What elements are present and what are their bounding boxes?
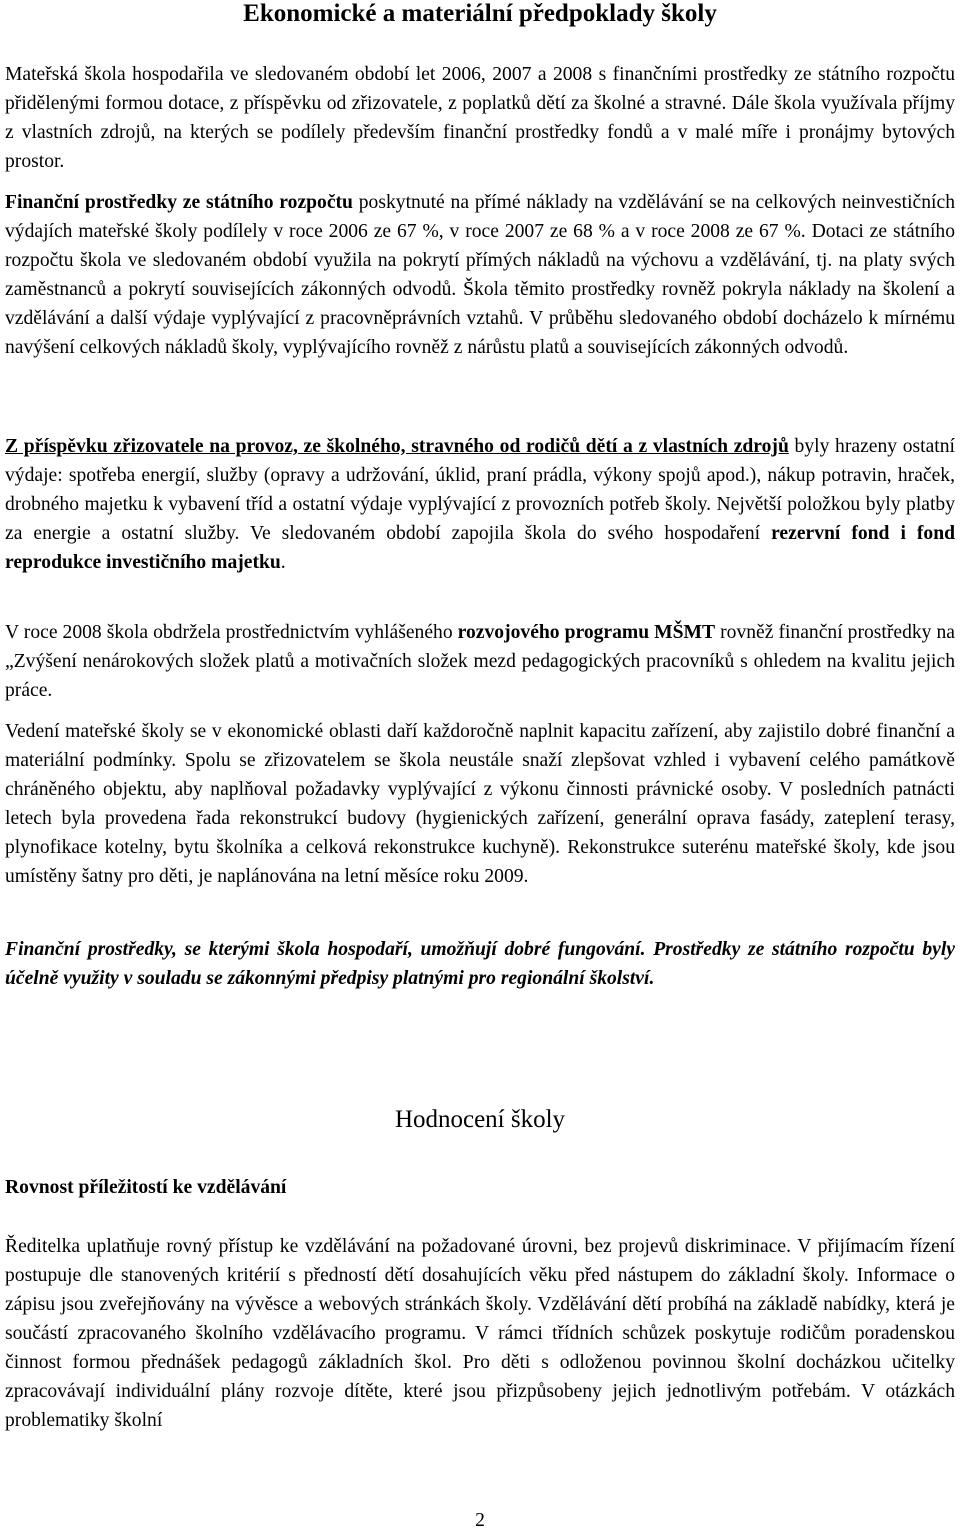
- paragraph-financing-sources: Mateřská škola hospodařila ve sledovaném období let 2006, 2007 a 2008 s finančními prostředky ze státního rozpočtu přidělenými formou dotace, z příspěvku od zřizovatele, z poplatků dětí za školné a stravné. Dále škola využívala příjmy z vlastních zdrojů, na kterých se podílely především finanční prostředky fondů a v malé míře i pronájmy bytových prostor.: [5, 64, 955, 172]
- founder-contribution-bold: Z příspěvku zřizovatele na provoz, ze školného, stravného od rodičů dětí a z vlastních zdrojů: [5, 436, 789, 457]
- paragraph-founder-contribution: [5, 432, 955, 577]
- paragraph-end-dot: .: [280, 552, 286, 573]
- founder-contribution-text: byly hrazeny ostatní výdaje: spotřeba energií, služby (opravy a udržování, úklid, praní prádla, výkony spojů apod.), nákup potravin, hraček, drobného majetku k vybavení tříd a ostatní výdaje vyplývající z provozních potřeb školy. Největší položkou byly platby za energie a ostatní služby. Ve sledovaném období zapojila škola do svého hospodaření: [5, 436, 955, 544]
- paragraph-conclusion: Finanční prostředky, se kterými škola hospodaří, umožňují dobré fungování. Prostředky ze státního rozpočtu byly účelně využity v souladu se zákonnými předpisy platnými pro regionální školství.: [5, 939, 955, 989]
- paragraph-development-program: [5, 618, 955, 705]
- paragraph-management: Vedení mateřské školy se v ekonomické oblasti daří každoročně naplnit kapacitu zařízení, aby zajistilo dobré finanční a materiální podmínky. Spolu se zřizovatelem se škola neustále snaží zlepšovat vzhled i vybavení celého památkově chráněného objektu, aby naplňoval požadavky vyplývající z výkonu činnosti právnické osoby. V posledních patnácti letech byla provedena řada rekonstrukcí budovy (hygienických zařízení, generální oprava fasády, zateplení terasy, plynofikace kotelny, bytu školníka a celková rekonstrukce kuchyně). Rekonstrukce suterénu mateřské školy, kde jsou umístěny šatny pro děti, je naplánována na letní měsíce roku 2009.: [5, 721, 955, 887]
- paragraph-state-budget: [5, 188, 955, 362]
- development-program-text-b: rovněž finanční prostředky na „Zvýšení nenárokových složek platů a motivačních složek mezd pedagogických pracovníků s ohledem na kvalitu jejich práce.: [5, 622, 955, 701]
- heading-equal-opportunities: Rovnost příležitostí ke vzdělávání: [5, 1177, 287, 1198]
- development-program-bold: rozvojového programu MŠMT: [457, 622, 716, 643]
- section-title: Ekonomické a materiální předpoklady školy: [243, 0, 717, 27]
- state-budget-bold: Finanční prostředky ze státního rozpočtu: [5, 192, 353, 213]
- heading-school-evaluation: Hodnocení školy: [394, 1106, 566, 1133]
- state-budget-text: poskytnuté na přímé náklady na vzdělávání se na celkových neinvestičních výdajích mateřské školy podílely v roce 2006 ze 67 %, v roce 2007 ze 68 % a v roce 2008 ze 67 %. Dotaci ze státního rozpočtu škola ve sledovaném období využila na pokrytí přímých nákladů na výchovu a vzdělávání, tj. na platy svých zaměstnanců a pokrytí souvisejících zákonných odvodů. Škola těmito prostředky rovněž pokryla náklady na školení a vzdělávání a další výdaje vyplývající z pracovněprávních vztahů. V průběhu sledovaného období docházelo k mírnému navýšení celkových nákladů školy, vyplývajícího rovněž z nárůstu platů a souvisejících zákonných odvodů.: [5, 192, 955, 358]
- page-number: 2: [475, 1510, 485, 1531]
- reserve-fund-bold: rezervní fond i fond reprodukce investičního majetku: [5, 523, 955, 573]
- paragraph-equal-access: Ředitelka uplatňuje rovný přístup ke vzdělávání na požadované úrovni, bez projevů diskriminace. V přijímacím řízení postupuje dle stanovených kritérií s předností dětí dosahujících věku před nástupem do základní školy. Informace o zápisu jsou zveřejňovány na vývěsce a webových stránkách školy. Vzdělávání dětí probíhá na základě nabídky, která je součástí zpracovaného školního vzdělávacího programu. V rámci třídních schůzek poskytuje rodičům poradenskou činnost formou přednášek pedagogů základních škol. Pro děti s odloženou povinnou školní docházkou učitelky zpracovávají individuální plány rozvoje dítěte, které jsou přizpůsobeny jejich jednotlivým potřebám. V otázkách problematiky školní: [5, 1236, 955, 1431]
- development-program-text-a: V roce 2008 škola obdržela prostřednictvím vyhlášeného: [5, 622, 458, 643]
